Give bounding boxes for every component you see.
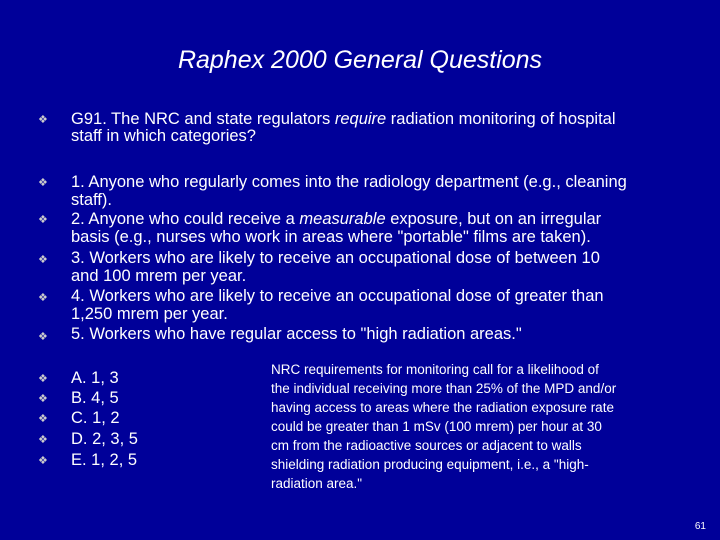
bullet-icon: ❖ <box>38 292 48 304</box>
question-text-pre: . The NRC and state regulators <box>102 110 335 128</box>
bullet-icon: ❖ <box>38 434 48 446</box>
category-2-line-2: basis (e.g., nurses who work in areas where "portable" films are taken). <box>71 228 591 246</box>
question-text-post: radiation monitoring of hospital <box>386 110 616 128</box>
bullet-icon: ❖ <box>38 455 48 467</box>
category-1-line-2: staff). <box>71 191 112 209</box>
category-2-pre: 2. Anyone who could receive a <box>71 210 300 228</box>
category-2-emphasis: measurable <box>299 210 386 228</box>
note-line: having access to areas where the radiation exposure rate <box>271 400 614 415</box>
note-line: NRC requirements for monitoring call for a likelihood of <box>271 362 599 377</box>
note-line: the individual receiving more than 25% of the MPD and/or <box>271 381 617 396</box>
answer-option: E. 1, 2, 5 <box>71 451 138 469</box>
category-4-line-1: 4. Workers who are likely to receive an occupational dose of greater than <box>71 287 604 305</box>
bullet-icon: ❖ <box>38 393 48 405</box>
slide-title: Raphex 2000 General Questions <box>177 46 543 74</box>
question-id: G91 <box>71 110 103 128</box>
category-2-post: exposure, but on an irregular <box>385 210 602 228</box>
question-emphasis: require <box>334 110 387 128</box>
category-1-line-1: 1. Anyone who regularly comes into the radiology department (e.g., cleaning <box>71 173 627 191</box>
answer-option: C. 1, 2 <box>71 409 120 427</box>
bullet-icon: ❖ <box>38 114 48 126</box>
answer-option: D. 2, 3, 5 <box>71 430 138 448</box>
category-5: 5. Workers who have regular access to "high radiation areas." <box>71 325 522 343</box>
bullet-icon: ❖ <box>38 373 48 385</box>
page-number: 61 <box>694 521 706 532</box>
note-line: could be greater than 1 mSv (100 mrem) per hour at 30 <box>271 419 602 434</box>
note-line: radiation area." <box>271 476 363 491</box>
answer-option: B. 4, 5 <box>71 389 119 407</box>
question-line-2: staff in which categories? <box>71 127 256 145</box>
category-4-line-2: 1,250 mrem per year. <box>71 305 228 323</box>
category-2-line-1 <box>71 211 601 228</box>
bullet-icon: ❖ <box>38 254 48 266</box>
question-line-1 <box>71 111 616 128</box>
note-line: cm from the radioactive sources or adjacent to walls <box>271 438 582 453</box>
answer-note <box>271 360 701 493</box>
note-line: shielding radiation producing equipment, i.e., a "high- <box>271 457 589 472</box>
bullet-icon: ❖ <box>38 214 48 226</box>
bullet-icon: ❖ <box>38 177 48 189</box>
answer-option: A. 1, 3 <box>71 369 119 387</box>
bullet-icon: ❖ <box>38 331 48 343</box>
category-3-line-2: and 100 mrem per year. <box>71 267 247 285</box>
bullet-icon: ❖ <box>38 413 48 425</box>
category-3-line-1: 3. Workers who are likely to receive an occupational dose of between 10 <box>71 249 600 267</box>
